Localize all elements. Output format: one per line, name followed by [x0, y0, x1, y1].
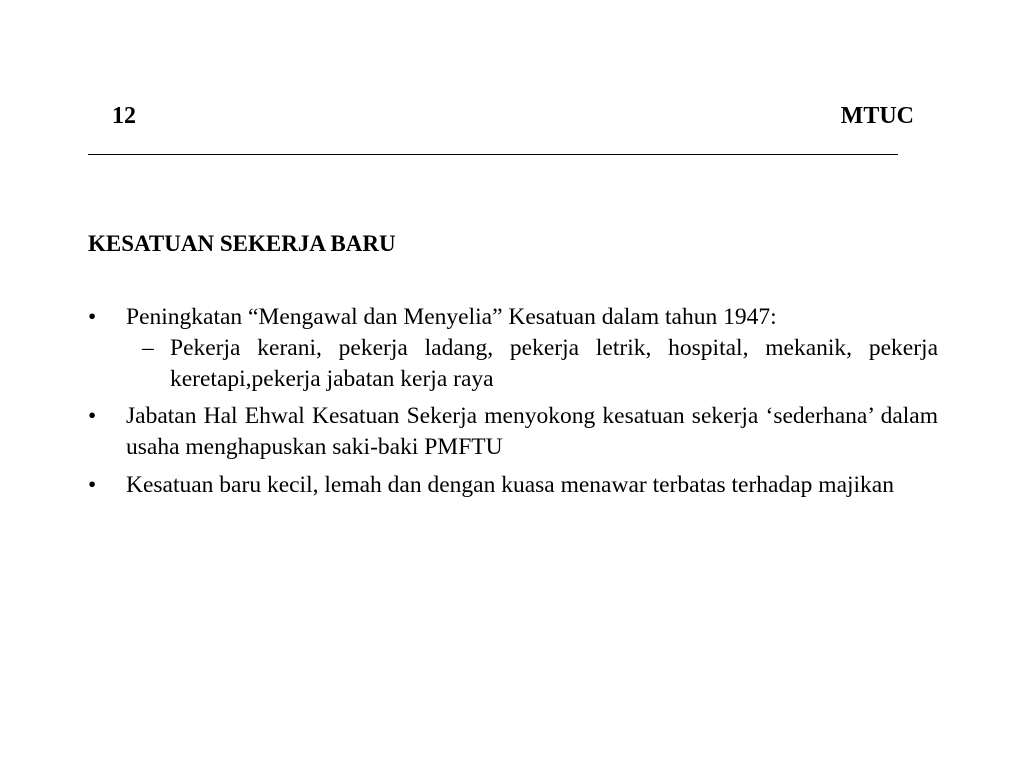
- bullet-text: Peningkatan “Mengawal dan Menyelia” Kesatuan dalam tahun 1947:: [126, 304, 777, 330]
- bullet-item: [88, 401, 938, 463]
- slide-title: KESATUAN SEKERJA BARU: [88, 231, 396, 256]
- bullet-list: [88, 302, 938, 501]
- dash-marker: –: [142, 335, 154, 361]
- bullet-marker: •: [88, 304, 97, 330]
- bullet-item: [88, 302, 938, 333]
- bullet-item: [88, 470, 938, 501]
- bullet-text: Kesatuan baru kecil, lemah dan dengan kuasa menawar terbatas terhadap majikan: [126, 472, 894, 498]
- bullet-text: Jabatan Hal Ehwal Kesatuan Sekerja menyokong kesatuan sekerja ‘sederhana’ dalam usaha menghapuskan saki-baki PMFTU: [126, 403, 938, 460]
- slide-number: 12: [112, 103, 136, 129]
- bullet-marker: •: [88, 403, 97, 429]
- header-divider: [88, 154, 898, 155]
- sub-bullet-item: [88, 333, 938, 395]
- sub-bullet-text: Pekerja kerani, pekerja ladang, pekerja letrik, hospital, mekanik, pekerja keretapi,pekerja jabatan kerja raya: [170, 335, 938, 392]
- bullet-marker: •: [88, 472, 97, 498]
- organization-label: MTUC: [840, 103, 914, 129]
